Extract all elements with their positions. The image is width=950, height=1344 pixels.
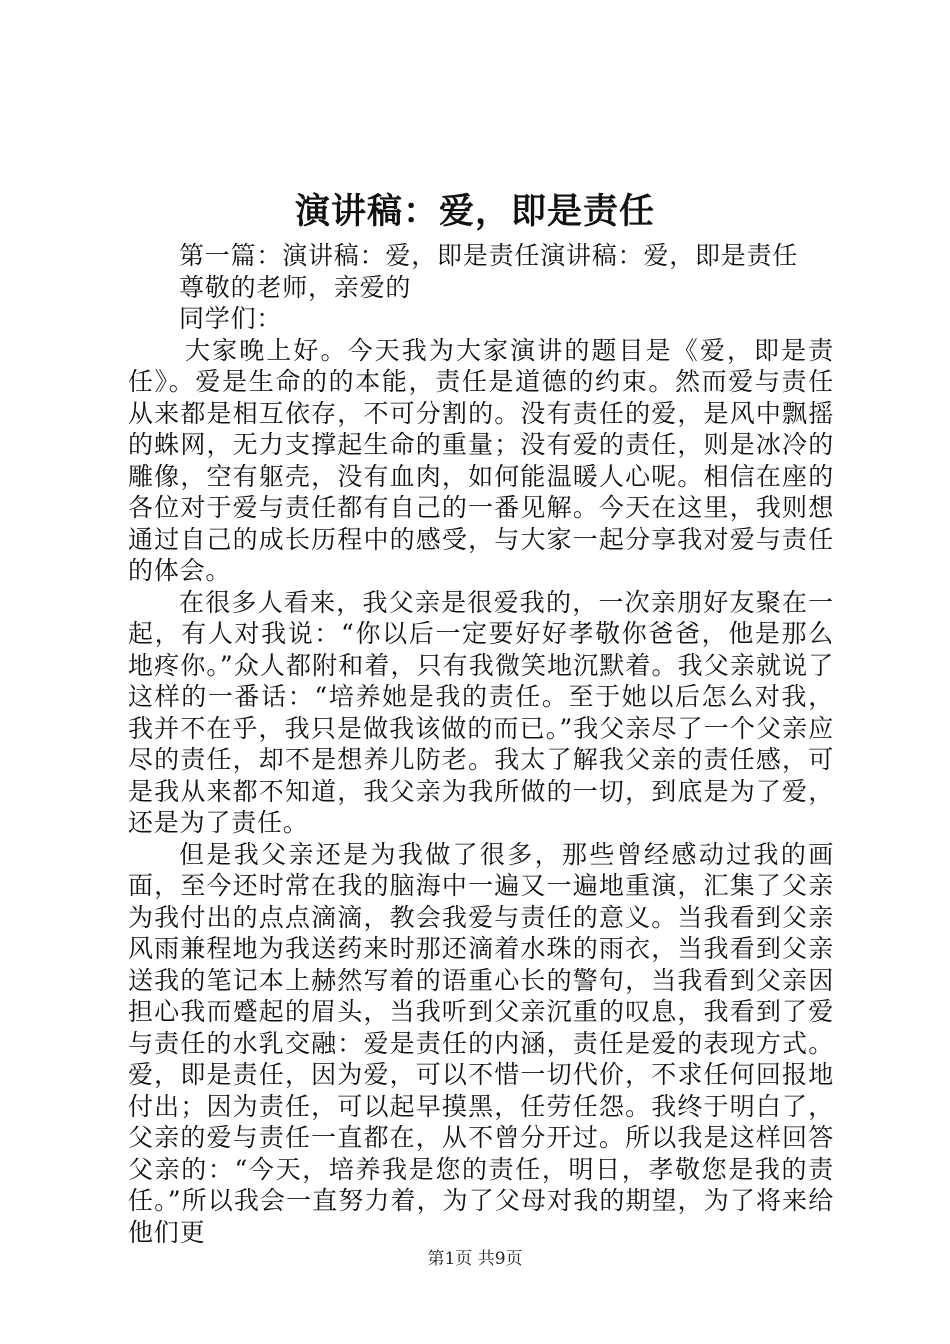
paragraph-heading: 第一篇：演讲稿：爱，即是责任演讲稿：爱，即是责任: [179, 241, 799, 270]
paragraph-3: 但是我父亲还是为我做了很多，那些曾经感动过我的画面，至今还时常在我的脑海中一遍又一遍地重演，汇集了父亲为我付出的点点滴滴，教会我爱与责任的意义。当我看到父亲风雨兼程地为我送药来时那还滴着水珠的雨衣，当我看到父亲送我的笔记本上赫然写着的语重心长的警句，当我看到父亲因担心我而蹙起的眉头，当我听到父亲沉重的叹息，我看到了爱与责任的水乳交融：爱是责任的内涵，责任是爱的表现方式。爱，即是责任，因为爱，可以不惜一切代价，不求任何回报地付出；因为责任，可以起早摸黑，任劳任怨。我终于明白了，父亲的爱与责任一直都在，从不曾分开过。所以我是这样回答父亲的：“今天，培养我是您的责任，明日，孝敬您是我的责任。”所以我会一直努力着，为了父母对我的期望，为了将来给他们更: [128, 839, 834, 1247]
document-body: [128, 240, 834, 1248]
document-title: 演讲稿：爱，即是责任: [294, 191, 655, 232]
paragraph-salutation-cont: 同学们：: [179, 304, 283, 333]
paragraph-1: 大家晚上好。今天我为大家演讲的题目是《爱，即是责任》。爱是生命的的本能，责任是道德的约束。然而爱与责任从来都是相互依存，不可分割的。没有责任的爱，是风中飘摇的蛛网，无力支撑起生命的重量；没有爱的责任，则是冰冷的雕像，空有躯壳，没有血肉，如何能温暖人心呢。相信在座的各位对于爱与责任都有自己的一番见解。今天在这里，我则想通过自己的成长历程中的感受，与大家一起分享我对爱与责任的体会。: [128, 335, 834, 585]
paragraph-2: 在很多人看来，我父亲是很爱我的，一次亲朋好友聚在一起，有人对我说：“你以后一定要好好孝敬你爸爸，他是那么地疼你。”众人都附和着，只有我微笑地沉默着。我父亲就说了这样的一番话：“培养她是我的责任。至于她以后怎么对我，我并不在乎，我只是做我该做的而已。”我父亲尽了一个父亲应尽的责任，却不是想养儿防老。我太了解我父亲的责任感，可是我从来都不知道，我父亲为我所做的一切，到底是为了爱，还是为了责任。: [128, 587, 834, 837]
paragraph-salutation: 尊敬的老师，亲爱的: [179, 272, 412, 302]
page-number-footer: 第1页 共9页: [427, 1249, 523, 1269]
